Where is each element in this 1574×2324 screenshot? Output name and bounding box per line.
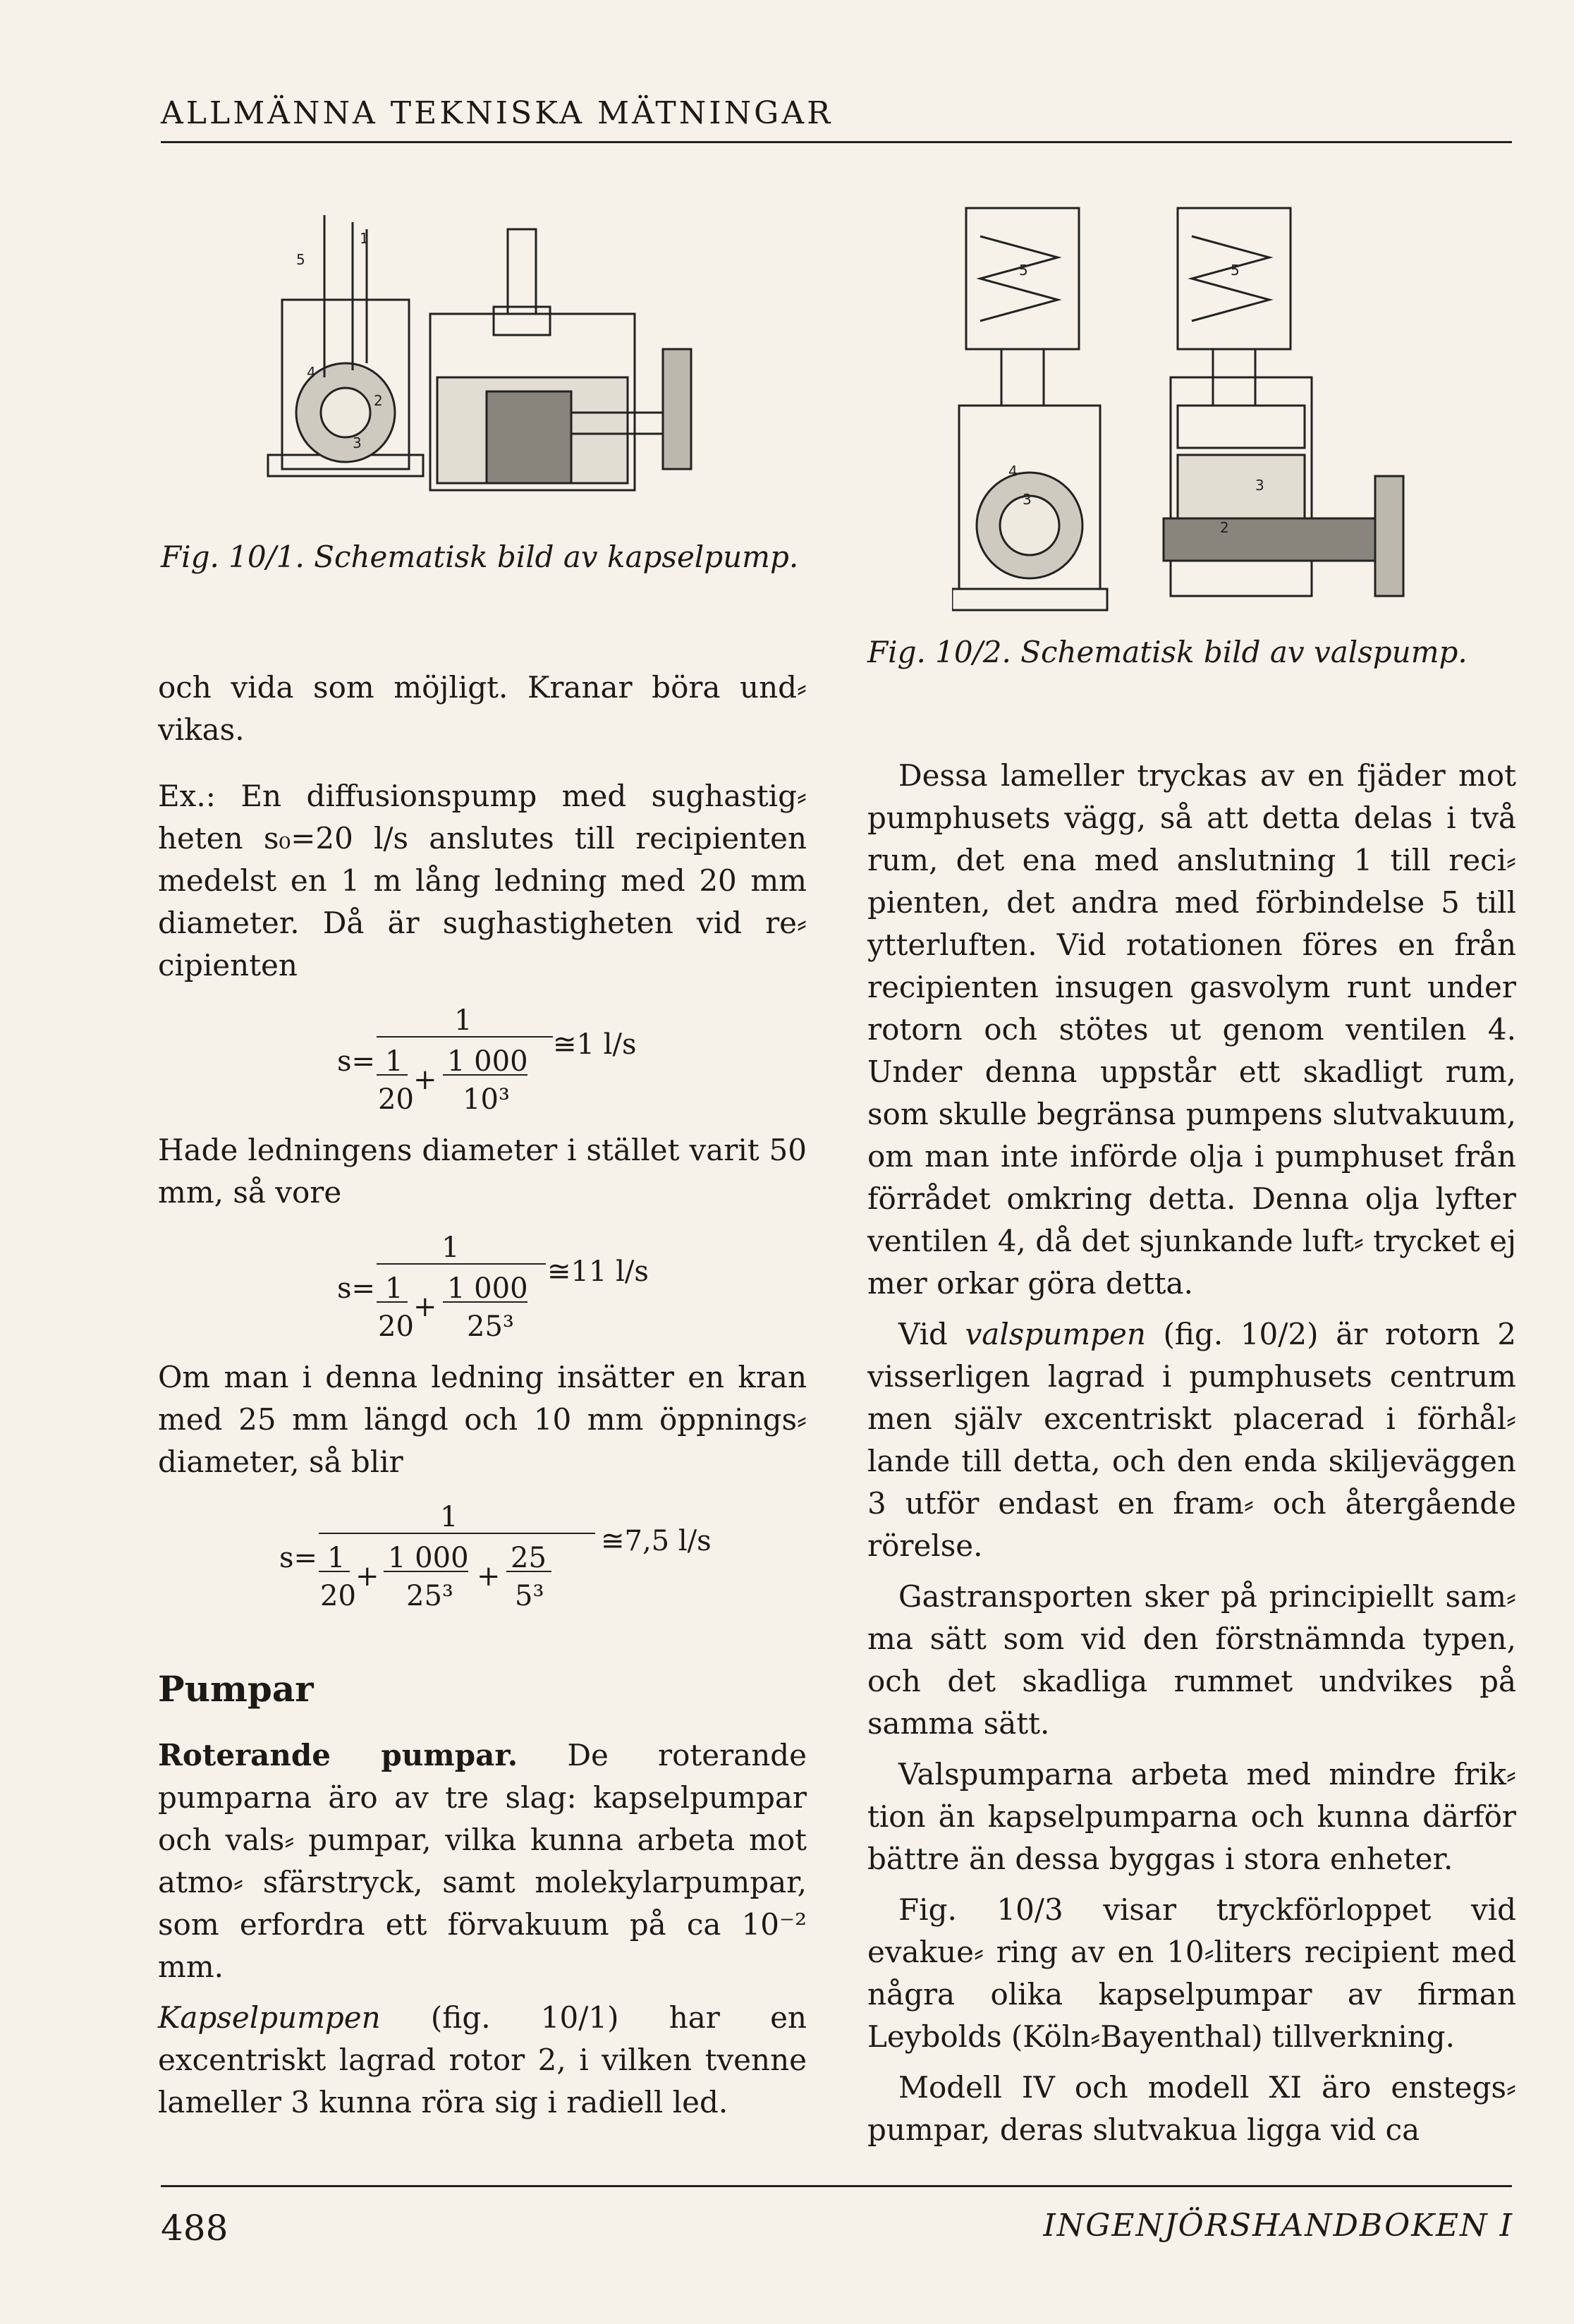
formula-3-d3: 25 — [511, 1542, 547, 1574]
running-header: ALLMÄNNA TEKNISKA MÄTNINGAR — [161, 95, 834, 131]
svg-text:2: 2 — [374, 392, 383, 409]
right-paragraph-6: Modell IV och modell XI äro enstegs⸗ pumpar, deras slutvakua ligga vid ca — [867, 2070, 1516, 2147]
formula-1-s: s= — [337, 1045, 376, 1078]
formula-3-plus-1: + — [355, 1560, 379, 1593]
formula-1-d1: 1 — [385, 1045, 403, 1078]
formula-3-result: ≅7,5 l/s — [601, 1525, 712, 1557]
example-label: Ex.: — [158, 779, 216, 813]
svg-text:5: 5 — [296, 251, 305, 268]
svg-text:5: 5 — [1231, 262, 1240, 279]
example-text: En diffusionspump med sughastig⸗ heten s₀=20 l/s anslutes till recipienten medelst en 1 m lång ledning med 20 mm diameter. Då är sughastigheten vid re⸗ cipienten — [158, 779, 807, 982]
right-paragraph-3: Gastransporten sker på principiellt sam⸗ ma sätt som vid den förstnämnda typen, och det skadliga rummet undvikes på samma sätt. — [867, 1579, 1516, 1741]
formula-1-d1b: 20 — [378, 1083, 414, 1116]
right-column — [867, 755, 1516, 2160]
right-paragraph-valspump — [867, 1313, 1516, 1567]
formula-1 — [158, 995, 807, 1129]
formula-3-d2: 1 000 — [388, 1542, 469, 1574]
valspump-label: valspumpen — [965, 1317, 1146, 1351]
valspump-intro: Vid — [898, 1317, 948, 1351]
formula-3-d1b: 20 — [320, 1580, 356, 1612]
paragraph-1: och vida som möjligt. Kranar böra und⸗ vikas. — [158, 670, 807, 747]
left-column — [158, 667, 807, 2132]
formula-3-plus-2: + — [477, 1560, 501, 1593]
page-number: 488 — [161, 2208, 228, 2249]
paragraph-kapselpumpen — [158, 1997, 807, 2124]
book-title: INGENJÖRSHANDBOKEN I — [1043, 2208, 1513, 2244]
formula-1-d2b: 10³ — [463, 1083, 510, 1116]
kapselpumpen-text: (fig. 10/1) har en excentriskt lagrad rotor 2, i vilken tvenne lameller 3 kunna röra sig i radiell led. — [158, 2000, 807, 2119]
figure-roller-pump — [952, 194, 1432, 617]
formula-2-d2: 1 000 — [447, 1272, 528, 1305]
formula-3-num: 1 — [440, 1501, 458, 1533]
roterande-label: Roterande pumpar. — [158, 1738, 518, 1772]
svg-text:4: 4 — [307, 364, 316, 381]
kapselpumpen-label: Kapselpumpen — [158, 2000, 381, 2035]
paragraph-roterande — [158, 1734, 807, 1988]
formula-2-d1: 1 — [385, 1272, 403, 1305]
paragraph-3: Hade ledningens diameter i stället varit 50 mm, så vore — [158, 1133, 807, 1210]
svg-text:2: 2 — [1220, 519, 1229, 536]
formula-3-d3b: 5³ — [515, 1580, 544, 1612]
figure-caption-1: Fig. 10/1. Schematisk bild av kapselpump. — [161, 540, 799, 574]
formula-3-d1: 1 — [327, 1542, 346, 1574]
formula-2 — [158, 1222, 807, 1356]
formula-2-plus: + — [413, 1291, 437, 1323]
formula-3 — [158, 1492, 807, 1626]
svg-text:1: 1 — [360, 230, 369, 247]
svg-text:3: 3 — [353, 434, 362, 451]
svg-text:4: 4 — [1008, 463, 1018, 480]
paragraph-example — [158, 775, 807, 987]
right-paragraph-1: Dessa lameller tryckas av en fjäder mot pumphusets vägg, så att detta delas i två rum, det ena med anslutning 1 till reci⸗ pienten, det andra med förbindelse 5 till ytterluften. Vid rotationen föres en från recipienten insugen gasvolym runt under rotorn och stötes ut genom ventilen 4. Under denna uppstår ett skadligt rum, som skulle begränsa pumpens slutvakuum, om man inte införde olja i pumphuset från förrådet omkring detta. Denna olja lyfter ventilen 4, då det sjunkande luft⸗ trycket ej mer orkar göra detta. — [867, 758, 1516, 1301]
roterande-text: De roterande pumparna äro av tre slag: kapselpumpar och vals⸗ pumpar, vilka kunna arbeta mot atmo⸗ sfärstryck, samt molekylarpumpar, som erfordra ett förvakuum på ca 10⁻² mm. — [158, 1738, 807, 1984]
formula-2-result: ≅11 l/s — [547, 1255, 649, 1288]
svg-text:5: 5 — [1019, 262, 1028, 279]
formula-1-plus: + — [413, 1064, 437, 1096]
section-heading-pumpar: Pumpar — [158, 1668, 314, 1710]
formula-1-d2: 1 000 — [447, 1045, 528, 1078]
footer-rule — [161, 2185, 1512, 2187]
right-paragraph-4: Valspumparna arbeta med mindre frik⸗ tion än kapselpumparna och kunna därför bättre än dessa byggas i stora enheter. — [867, 1757, 1516, 1876]
svg-text:3: 3 — [1255, 477, 1264, 494]
figure-caption-2: Fig. 10/2. Schematisk bild av valspump. — [867, 635, 1468, 669]
formula-1-num: 1 — [454, 1004, 472, 1037]
formula-3-s: s= — [279, 1542, 318, 1574]
svg-text:3: 3 — [1023, 491, 1032, 508]
header-rule — [161, 141, 1512, 143]
formula-1-result: ≅1 l/s — [553, 1028, 637, 1061]
figure-capsule-pump — [254, 201, 733, 511]
formula-2-s: s= — [337, 1272, 376, 1305]
paragraph-4: Om man i denna ledning insätter en kran med 25 mm längd och 10 mm öppnings⸗ diameter, så blir — [158, 1360, 807, 1479]
valspump-text: (fig. 10/2) är rotorn 2 visserligen lagrad i pumphusets centrum men själv excentriskt placerad i förhål⸗ lande till detta, och den enda skiljeväggen 3 utför endast en fram⸗ och återgående rörelse. — [867, 1317, 1516, 1563]
formula-3-d2b: 25³ — [406, 1580, 453, 1612]
formula-2-d1b: 20 — [378, 1310, 414, 1343]
formula-2-d2b: 25³ — [467, 1310, 514, 1343]
formula-2-num: 1 — [441, 1231, 460, 1264]
right-paragraph-5: Fig. 10/3 visar tryckförloppet vid evakue⸗ ring av en 10⸗liters recipient med några olika kapselpumpar av firman Leybolds (Köln⸗Bayenthal) tillverkning. — [867, 1892, 1516, 2054]
